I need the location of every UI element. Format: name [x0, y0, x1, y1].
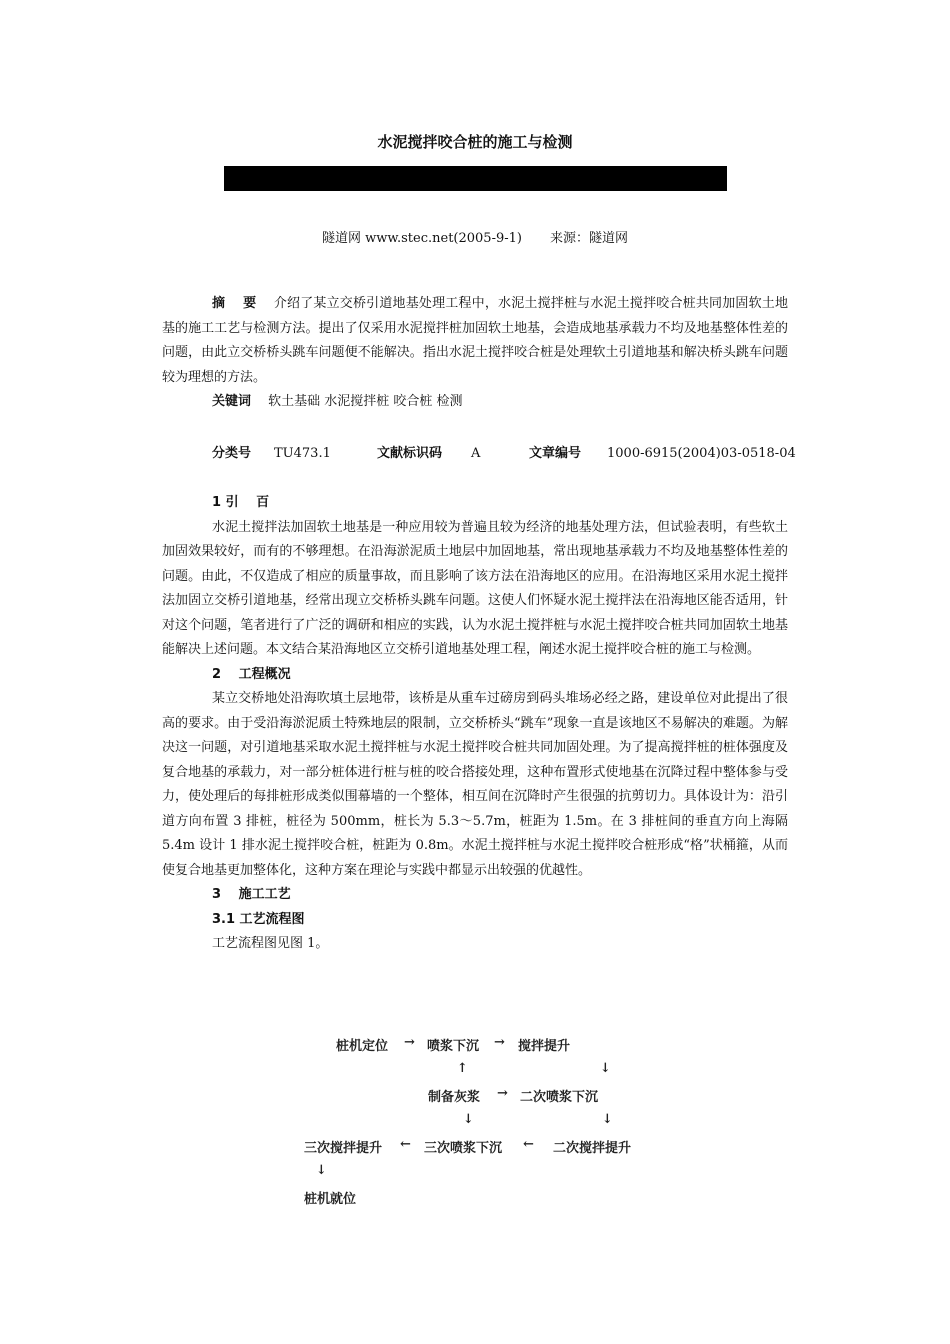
classification-line: [212, 442, 796, 461]
section-2-heading: 2 工程概况: [212, 666, 291, 682]
class-label: 分类号: [212, 446, 252, 461]
flow-node-second-spray-sink: 二次喷浆下沉: [520, 1090, 599, 1105]
process-flowchart: [300, 1032, 660, 1212]
section-1-text: 水泥土搅拌法加固软土地基是一种应用较为普遍且较为经济的地基处理方法，但试验表明，有些软土加固效果较好，而有的不够理想。在沿海淤泥质土地层中加固地基，常出现地基承载力不均及地基整体性差的问题。由此，不仅造成了相应的质量事故，而且影响了该方法在沿海地区的应用。在沿海地区采用水泥土搅拌法加固立交桥引道地基，经常出现立交桥桥头跳车问题。这使人们怀疑水泥土搅拌法在沿海地区能否适用，针对这个问题，笔者进行了广泛的调研和相应的实践，认为水泥土搅拌桩与水泥土搅拌咬合桩共同加固软土地基能解决上述问题。本文结合某沿海地区立交桥引道地基处理工程，阐述水泥土搅拌咬合桩的施工与检测。: [162, 519, 788, 657]
keywords-text: 软土基础 水泥搅拌桩 咬合桩 检测: [268, 394, 463, 409]
flow-node-pile-positioning: 桩机定位: [336, 1039, 389, 1054]
section-1-heading: 1 引 百: [212, 495, 270, 510]
section-3-1-text: 工艺流程图见图 1。: [212, 936, 329, 951]
section-2-text: 某立交桥地处沿海吹填土层地带，该桥是从重车过磅房到码头堆场必经之路，建设单位对此提出了很高的要求。由于受沿海淤泥质土特殊地层的限制，立交桥桥头“跳车”现象一直是该地区不易解决的难题。为解决这一问题，对引道地基采取水泥土搅拌桩与水泥土搅拌咬合桩共同加固处理。为了提高搅拌桩的桩体强度及复合地基的承载力，对一部分桩体进行桩与桩的咬合搭接处理，这种布置形式使地基在沉降过程中整体参与受力，使处理后的每排桩形成类似围幕墙的一个整体，相互间在沉降时产生很强的抗剪切力。具体设计为：沿引道方向布置 3 排桩，桩径为 500mm，桩长为 5.3～5.7m，桩距为 1.5m。在 3 排桩间的垂直方向上海隔 5.4m 设计 1 排水泥土搅拌咬合桩，桩距为 0.8m。水泥土搅拌桩与水泥土搅拌咬合桩形成“格”状桶箍，从而使复合地基更加整体化，这种方案在理论与实践中都显示出较强的优越性。: [162, 691, 788, 878]
article-label: 文章编号: [529, 446, 582, 461]
flow-node-pile-ready: 桩机就位: [304, 1192, 357, 1207]
redaction-bar: [224, 166, 727, 191]
page-title: 水泥搅拌咬合桩的施工与检测: [377, 133, 573, 151]
flow-arrow-right: →: [404, 1035, 415, 1050]
doc-value: A: [471, 446, 481, 461]
flow-node-mix-lift: 搅拌提升: [518, 1039, 571, 1054]
flow-arrow-right: →: [497, 1086, 508, 1101]
flow-node-third-spray-sink: 三次喷浆下沉: [424, 1141, 503, 1156]
doc-label: 文献标识码: [377, 446, 443, 461]
byline: [0, 227, 950, 246]
flow-arrow-right: →: [494, 1035, 505, 1050]
flow-arrow-down: ↓: [600, 1061, 611, 1076]
abstract-paragraph: [162, 292, 788, 390]
flow-arrow-down: ↓: [463, 1112, 474, 1127]
flow-node-spray-sink: 喷浆下沉: [427, 1039, 480, 1054]
flow-arrow-left: ←: [523, 1137, 534, 1152]
abstract-label: 摘 要: [212, 296, 257, 311]
section-3-heading: 3 施工工艺: [212, 887, 291, 902]
abstract-text: 介绍了某立交桥引道地基处理工程中，水泥土搅拌桩与水泥土搅拌咬合桩共同加固软土地基的施工工艺与检测方法。提出了仅采用水泥搅拌桩加固软土地基，会造成地基承载力不均及地基整体性差的问题，由此立交桥桥头跳车问题便不能解决。指出水泥土搅拌咬合桩是处理软土引道地基和解决桥头跳车问题较为理想的方法。: [162, 296, 788, 385]
flow-arrow-down: ↓: [602, 1112, 613, 1127]
flow-arrow-down: ↓: [316, 1163, 327, 1178]
source: 来源：隧道网: [549, 231, 628, 246]
flow-node-second-mix-lift: 二次搅拌提升: [553, 1141, 632, 1156]
flow-node-third-mix-lift: 三次搅拌提升: [304, 1141, 383, 1156]
keywords-label: 关键词: [212, 394, 252, 409]
class-value: TU473.1: [274, 446, 331, 461]
keywords-paragraph: [162, 390, 788, 415]
article-value: 1000-6915(2004)03-0518-04: [607, 446, 796, 461]
flow-node-prepare-grout: 制备灰浆: [428, 1090, 481, 1105]
body-text: [162, 491, 788, 957]
abstract-block: [162, 292, 788, 415]
section-3-1-heading: 3.1 工艺流程图: [212, 911, 305, 927]
flow-arrow-up: ↑: [457, 1061, 468, 1076]
flow-arrow-left: ←: [400, 1137, 411, 1152]
source-site: 隧道网 www.stec.net(2005-9-1): [322, 231, 522, 246]
